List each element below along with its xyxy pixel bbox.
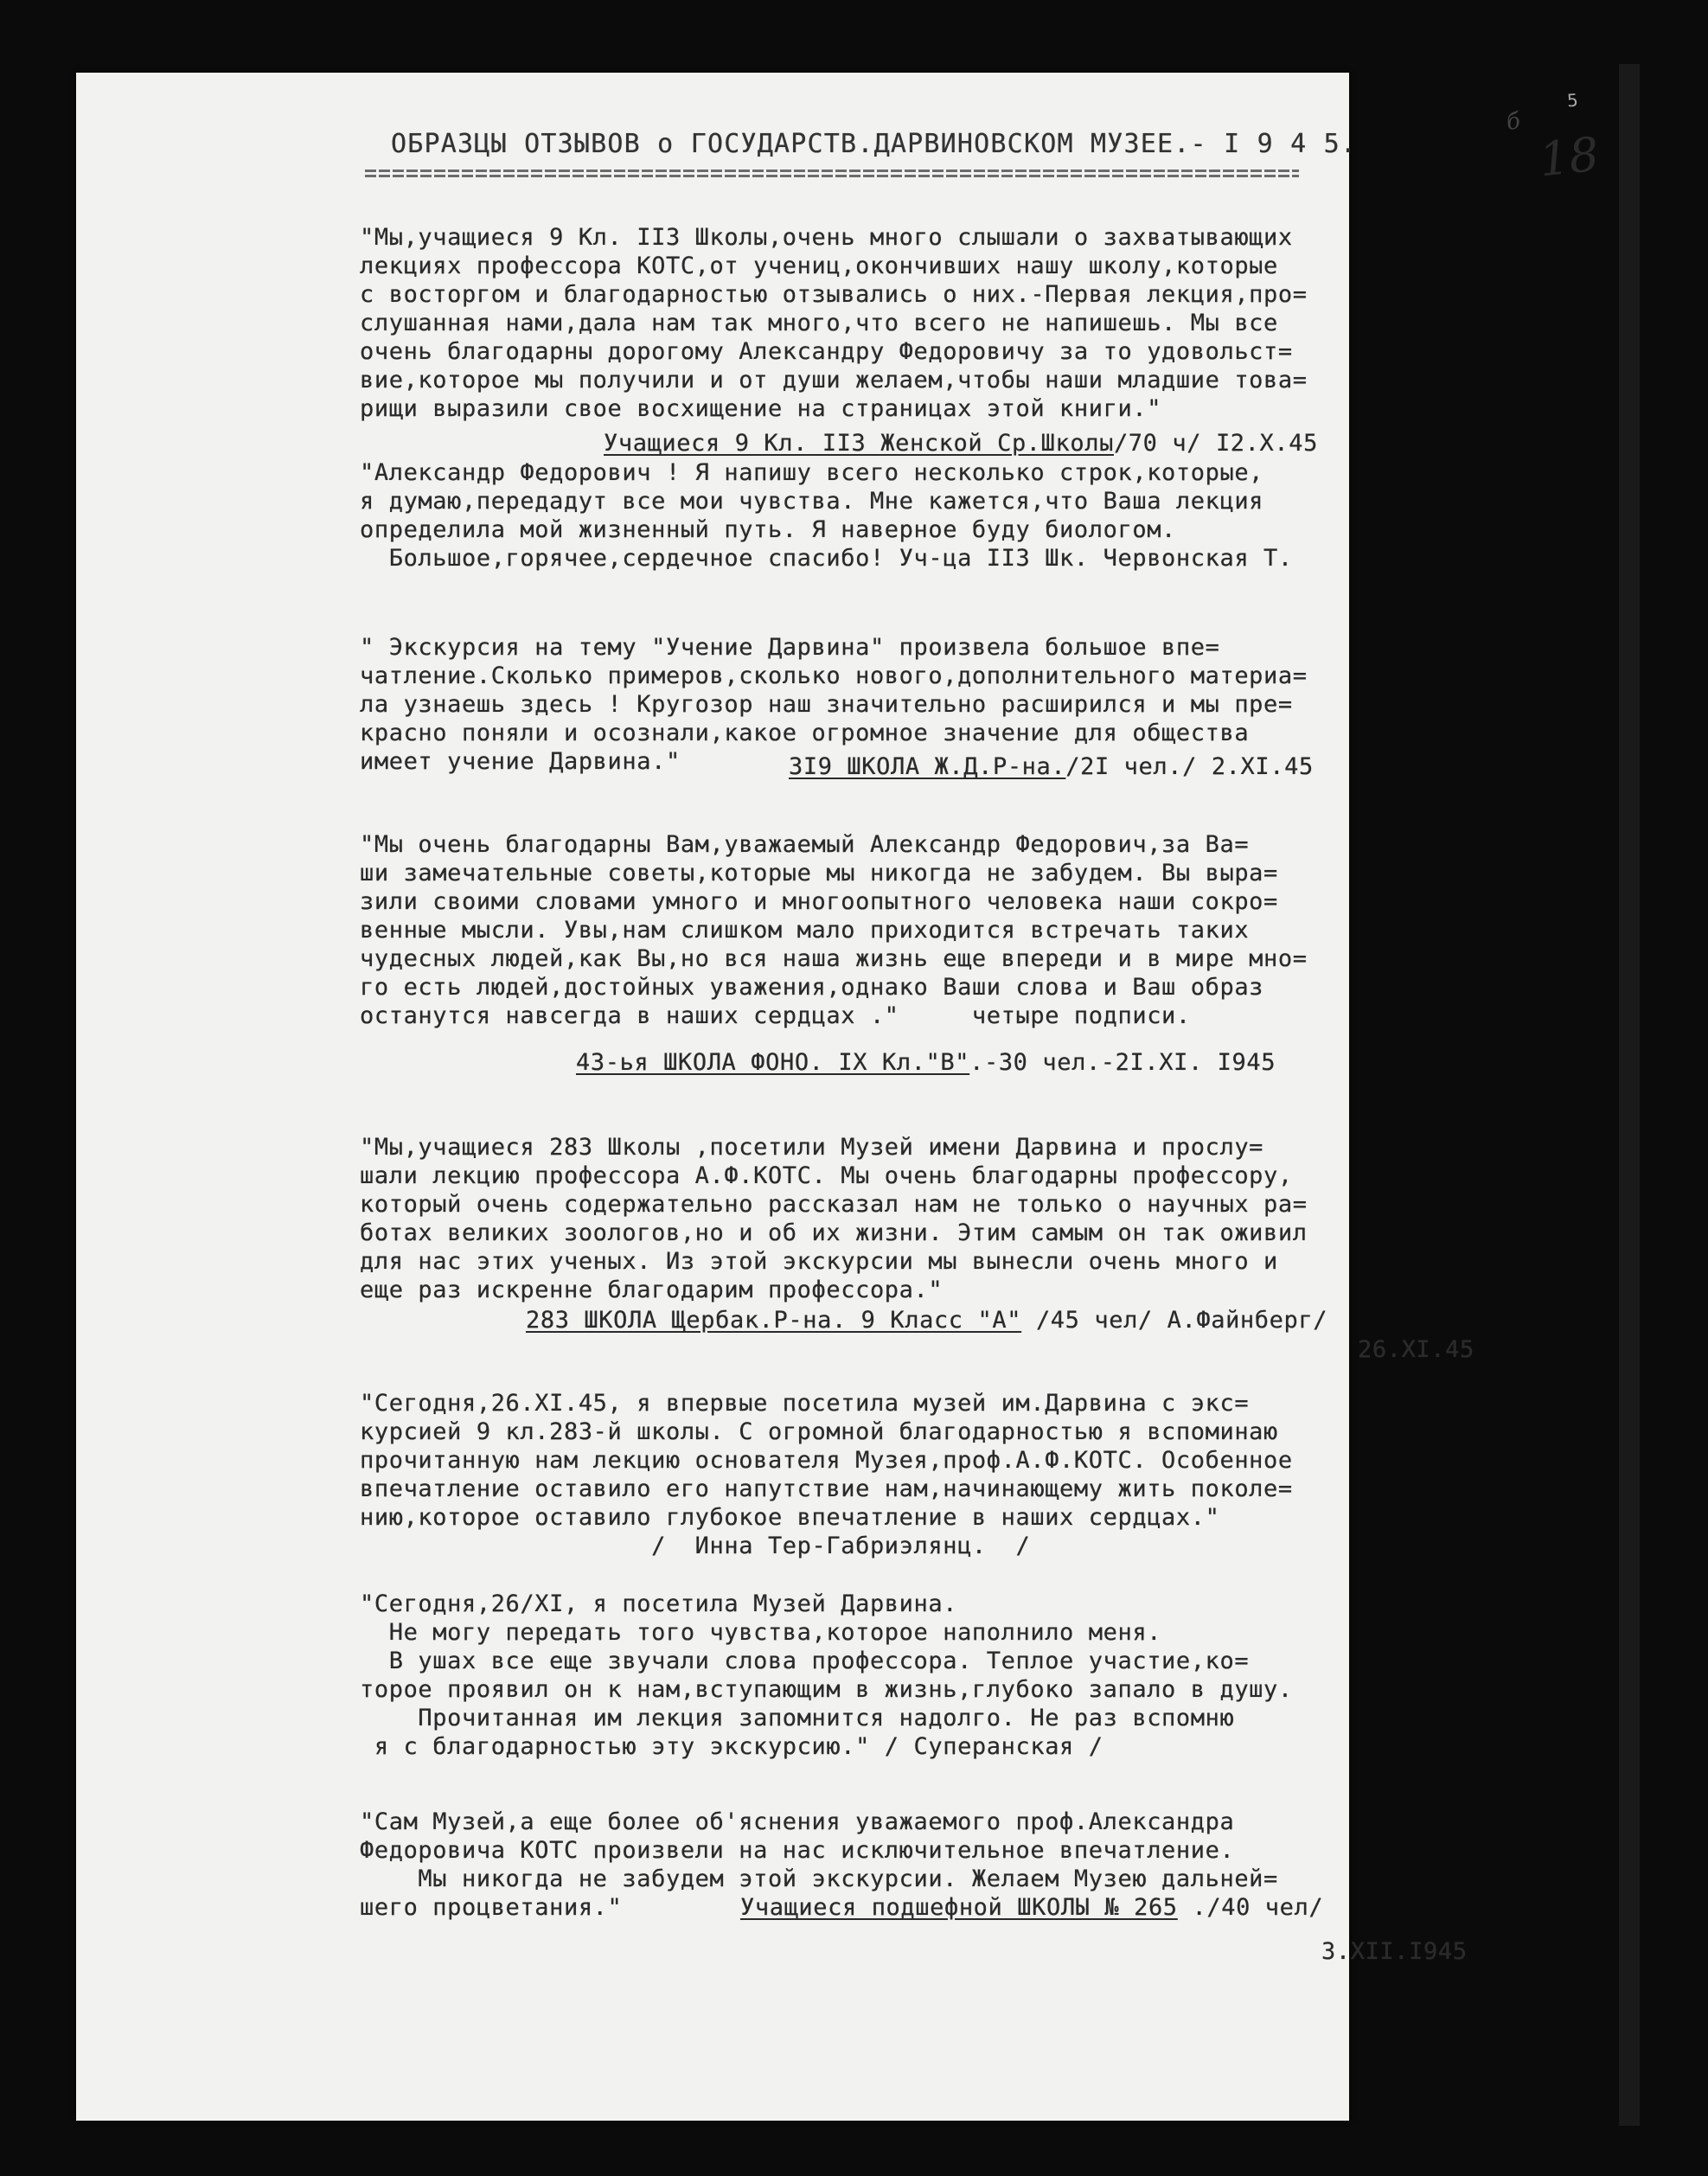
review-1-signature-underlined: Учащиеся 9 Кл. II3 Женской Ср.Школы — [604, 430, 1114, 457]
review-8-signature-rest: ./40 чел/ — [1177, 1894, 1324, 1921]
review-3-text: " Экскурсия на тему "Учение Дарвина" произвела большое впе= чатление.Сколько примеров,сколько нового,дополнительного материа= ла узнаешь здесь ! Кругозор наш значительно расширился и мы пре= красно поняли и осознали,какое огромное значение для общества имеет учение Дарвина." — [360, 634, 1308, 775]
review-4-text: "Мы очень благодарны Вам,уважаемый Александр Федорович,за Ва= ши замечательные советы,которые мы никогда не забудем. Вы выра= зили своими словами умного и многоопытного человека наши сокро= венные мысли. Увы,нам слишком мало приходится встречать таких чудесных людей,как Вы,но вся наша жизнь еще впереди и в мире мно= го есть людей,достойных уважения,однако Ваши слова и Ваш образ останутся навсегда в наших сердцах ." четыре подписи. — [360, 831, 1308, 1029]
pencil-mark: 5 — [1566, 89, 1579, 112]
review-5-signature — [526, 1306, 1327, 1334]
review-1-signature — [604, 429, 1318, 458]
review-5-text: "Мы,учащиеся 283 Школы ,посетили Музей имени Дарвина и прослу= шали лекцию профессора А.Ф.КОТС. Мы очень благодарны профессору, который очень содержательно рассказал нам не только о научных ра= ботах великих зоологов,но и об их жизни. Этим самым он так оживил для нас этих ученых. Из этой экскурсии мы вынесли очень много и еще раз искренне благодарим профессора." — [360, 1134, 1308, 1303]
review-8-date: 3.XII.I945 — [1321, 1938, 1468, 1965]
title-underline — [365, 170, 1299, 182]
review-4-signature-underlined: 43-ья ШКОЛА ФОНО. IX Кл."В" — [576, 1049, 970, 1076]
review-8-signature-underlined: Учащиеся подшефной ШКОЛЫ № 265 — [740, 1894, 1178, 1921]
review-6-text: "Сегодня,26.XI.45, я впервые посетила музей им.Дарвина с экс= курсией 9 кл.283-й школы. С огромной благодарностью я вспоминаю прочитанную нам лекцию основателя Музея,проф.А.Ф.КОТС. Особенное впечатление оставило его напутствие нам,начинающему жить поколе= нию,которое оставило глубокое впечатление в наших сердцах." / Инна Тер-Габриэлянц. / — [360, 1390, 1293, 1559]
review-5-signature-rest: /45 чел/ А.Файнберг/ — [1021, 1307, 1328, 1334]
review-2-text: "Александр Федорович ! Я напишу всего несколько строк,которые, я думаю,передадут все мои чувства. Мне кажется,что Ваша лекция определила мой жизненный путь. Я наверное буду биологом. Большое,горячее,сердечное спасибо! Уч-ца II3 Шк. Червонская Т. — [360, 459, 1293, 572]
handwritten-mark: б — [1504, 107, 1523, 137]
handwritten-page-number: 18 — [1536, 126, 1602, 188]
scanner-edge-strip — [1619, 64, 1640, 2126]
review-4-signature — [576, 1048, 1276, 1077]
review-3-signature — [789, 752, 1314, 781]
review-4-signature-rest: .-30 чел.-2I.XI. I945 — [969, 1049, 1276, 1076]
review-3-signature-rest: /2I чел./ 2.XI.45 — [1065, 753, 1314, 780]
review-5-date: 26.XI.45 — [1358, 1336, 1475, 1363]
review-8-signature — [740, 1893, 1323, 1922]
review-5-signature-underlined: 283 ШКОЛА Щербак.Р-на. 9 Класс "А" — [526, 1307, 1022, 1334]
document-title: ОБРАЗЦЫ ОТЗЫВОВ о ГОСУДАРСТВ.ДАРВИНОВСКОМ МУЗЕЕ.- I 9 4 5. — [391, 129, 1358, 159]
review-8-text: "Сам Музей,а еще более об'яснения уважаемого проф.Александра Федоровича КОТС произвели на нас исключительное впечатление. Мы никогда не забудем этой экскурсии. Желаем Музею дальней= шего процветания." — [360, 1808, 1278, 1921]
review-1-signature-rest: /70 ч/ I2.X.45 — [1113, 430, 1318, 457]
review-1-text: "Мы,учащиеся 9 Кл. II3 Школы,очень много слышали о захватывающих лекциях профессора КОТС,от учениц,окончивших нашу школу,которые с восторгом и благодарностью отзывались о них.-Первая лекция,про= слушанная нами,дала нам так много,что всего не напишешь. Мы все очень благодарны дорогому Александру Федоровичу за то удовольст= вие,которое мы получили и от души желаем,чтобы наши младшие това= рищи выразили свое восхищение на страницах этой книги." — [360, 224, 1308, 422]
review-3-signature-underlined: 3I9 ШКОЛА Ж.Д.Р-на. — [789, 753, 1066, 780]
review-7-text: "Сегодня,26/XI, я посетила Музей Дарвина. Не могу передать того чувства,которое наполнило меня. В ушах все еще звучали слова профессора. Теплое участие,ко= торое проявил он к нам,вступающим в жизнь,глубоко запало в душу. Прочитанная им лекция запомнится надолго. Не раз вспомню я с благодарностью эту экскурсию." / Суперанская / — [360, 1590, 1293, 1760]
